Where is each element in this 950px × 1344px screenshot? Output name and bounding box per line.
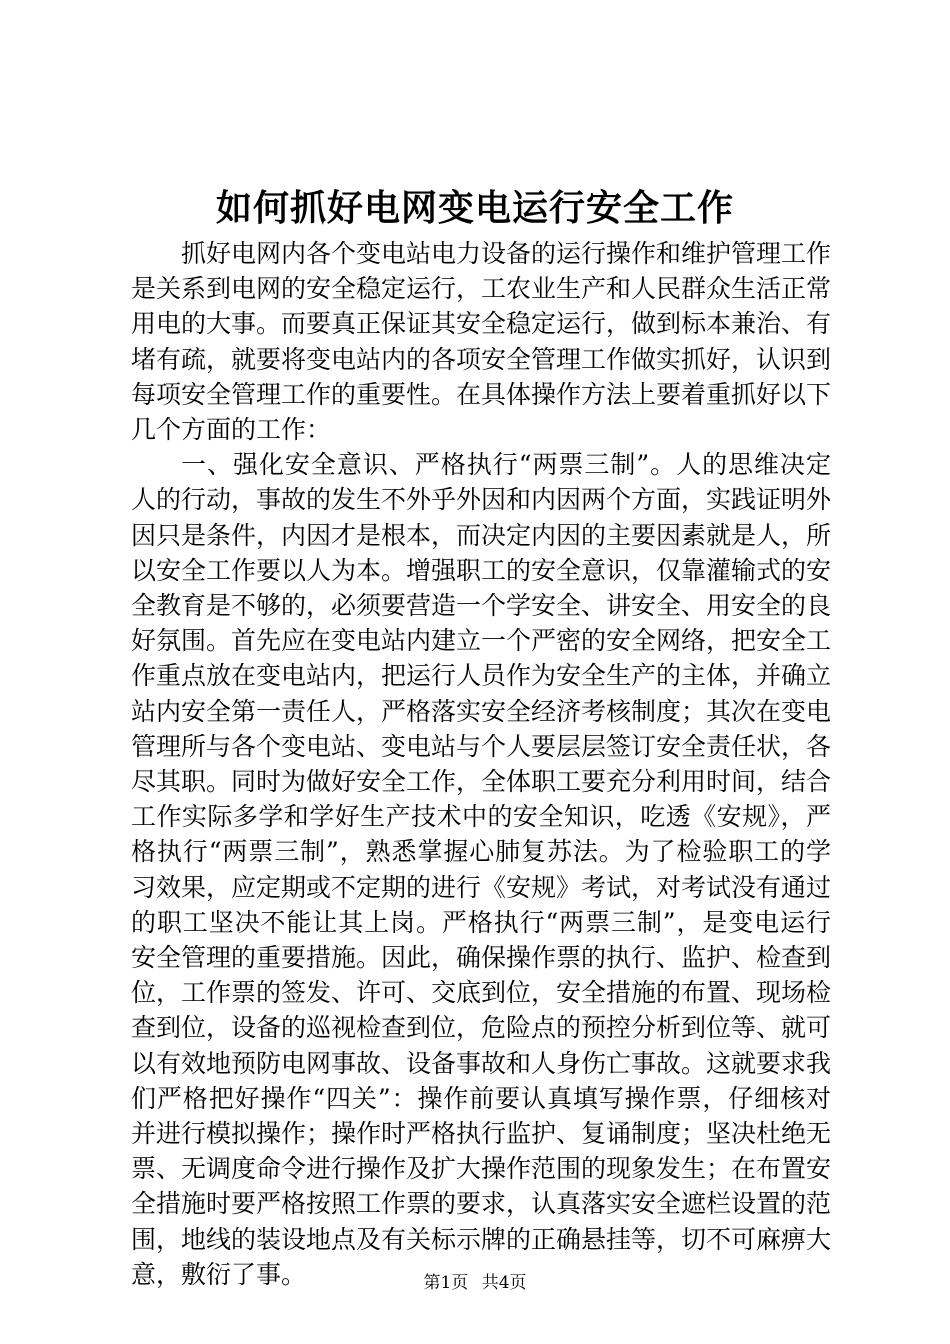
page-total: 共4页 [481, 1273, 527, 1293]
document-body [131, 236, 831, 1292]
page-footer [0, 1272, 950, 1294]
page-number: 第1页 [423, 1273, 469, 1293]
paragraph-intro: 抓好电网内各个变电站电力设备的运行操作和维护管理工作是关系到电网的安全稳定运行，工农业生产和人民群众生活正常用电的大事。而要真正保证其安全稳定运行，做到标本兼治、有堵有疏，就要将变电站内的各项安全管理工作做实抓好，认识到每项安全管理工作的重要性。在具体操作方法上要着重抓好以下几个方面的工作： [131, 239, 832, 445]
document-title: 如何抓好电网变电运行安全工作 [215, 187, 734, 229]
paragraph-section-one: 一、强化安全意识、严格执行“两票三制”。人的思维决定人的行动，事故的发生不外乎外因和内因两个方面，实践证明外因只是条件，内因才是根本，而决定内因的主要因素就是人，所以安全工作要以人为本。增强职工的安全意识，仅靠灌输式的安全教育是不够的，必须要营造一个学安全、讲安全、用安全的良好氛围。首先应在变电站内建立一个严密的安全网络，把安全工作重点放在变电站内，把运行人员作为安全生产的主体，并确立站内安全第一责任人，严格落实安全经济考核制度；其次在变电管理所与各个变电站、变电站与个人要层层签订安全责任状，各尽其职。同时为做好安全工作，全体职工要充分利用时间，结合工作实际多学和学好生产技术中的安全知识，吃透《安规》，严格执行“两票三制”，熟悉掌握心肺复苏法。为了检验职工的学习效果，应定期或不定期的进行《安规》考试，对考试没有通过的职工坚决不能让其上岗。严格执行“两票三制”，是变电运行安全管理的重要措施。因此，确保操作票的执行、监护、检查到位，工作票的签发、许可、交底到位，安全措施的布置、现场检查到位，设备的巡视检查到位，危险点的预控分析到位等、就可以有效地预防电网事故、设备事故和人身伤亡事故。这就要求我们严格把好操作“四关”：操作前要认真填写操作票，仔细核对并进行模拟操作；操作时严格执行监护、复诵制度；坚决杜绝无票、无调度命令进行操作及扩大操作范围的现象发生；在布置安全措施时要严格按照工作票的要求，认真落实安全遮栏设置的范围，地线的装设地点及有关标示牌的正确悬挂等，切不可麻痹大意，敷衍了事。 [131, 450, 832, 1289]
